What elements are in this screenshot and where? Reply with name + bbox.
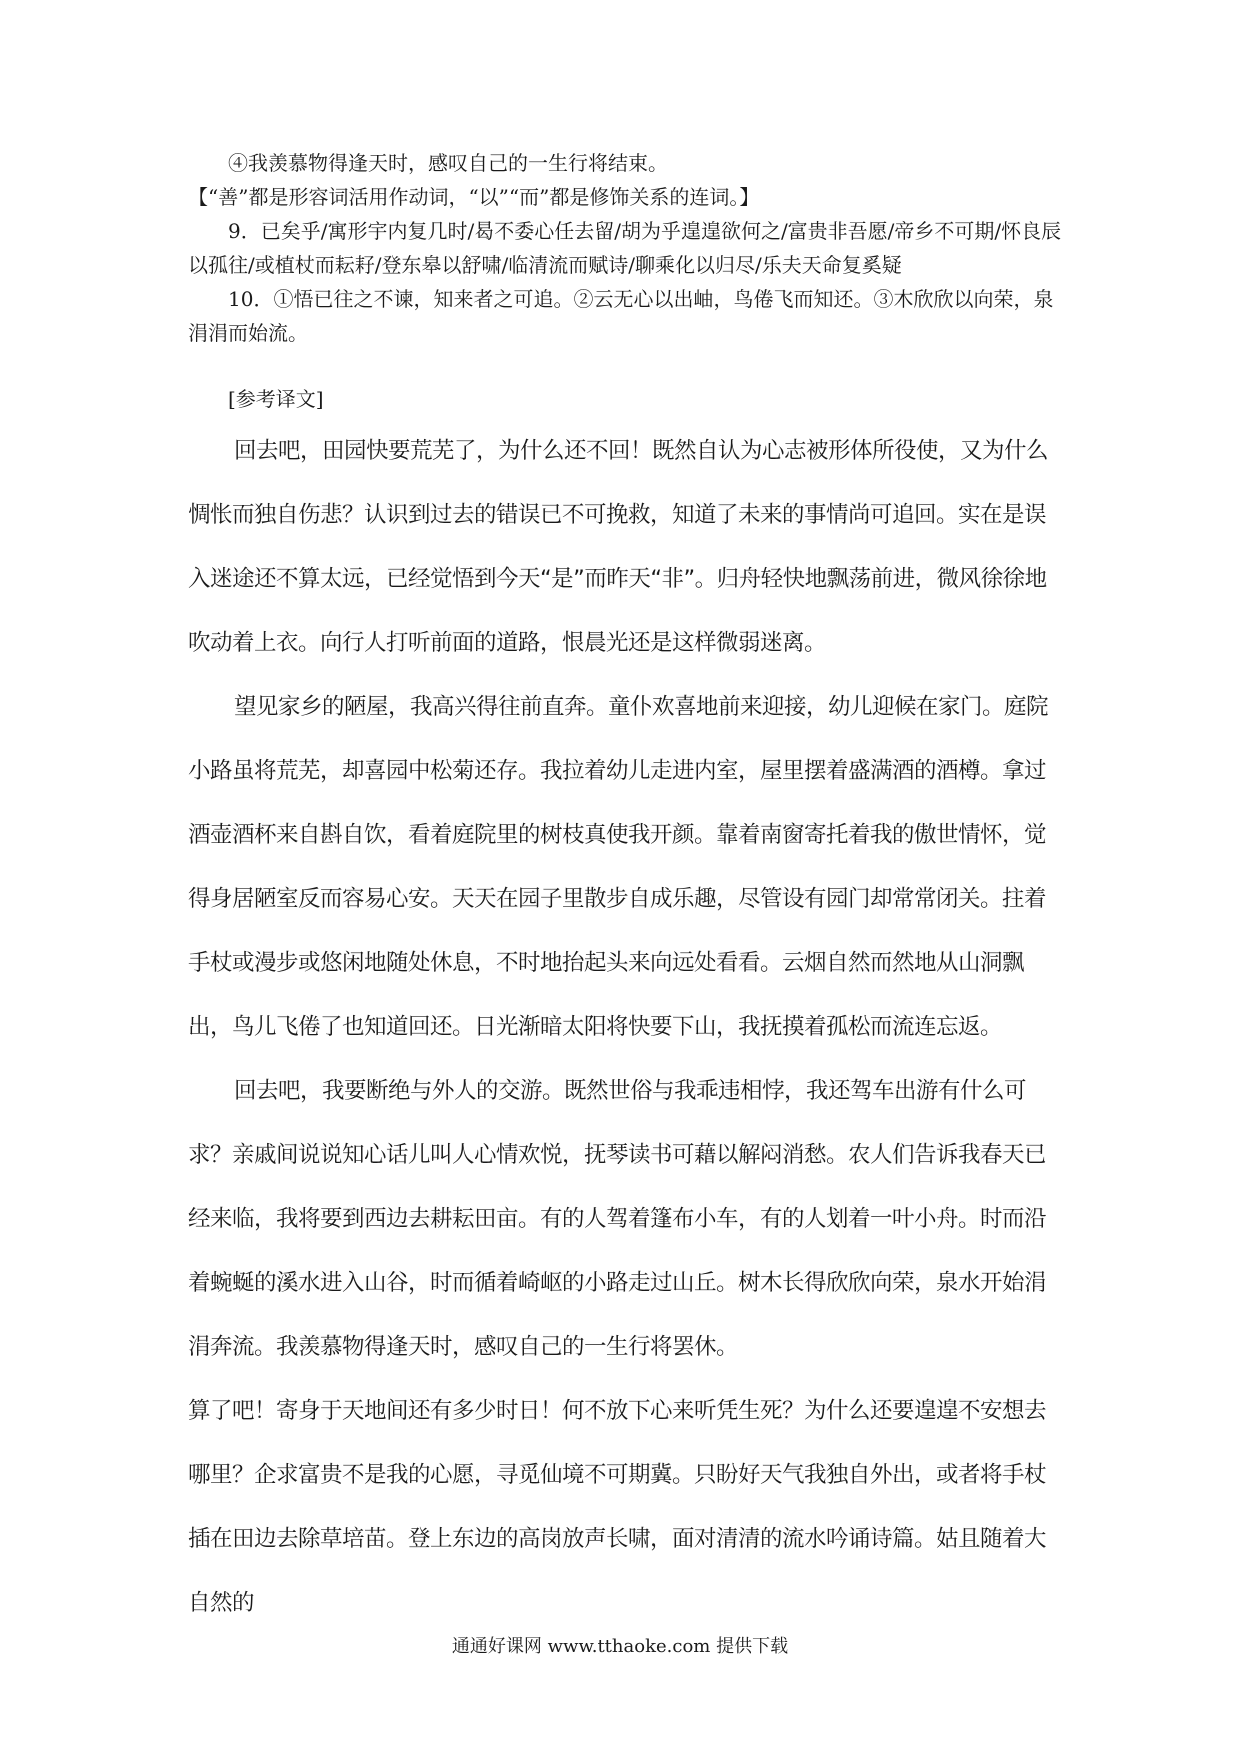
page-footer: 通通好课网 www.tthaoke.com 提供下载: [451, 1636, 789, 1657]
translation-paragraph-3: 回去吧，我要断绝与外人的交游。既然世俗与我乖违相悖，我还驾车出游有什么可求？亲戚间说说知心话儿叫人心情欢悦，抚琴读书可藉以解闷消愁。农人们告诉我春天已经来临，我将要到西边去耕耘田亩。有的人驾着篷布小车，有的人划着一叶小舟。时而沿着蜿蜒的溪水进入山谷，时而循着崎岖的小路走过山丘。树木长得欣欣向荣，泉水开始涓涓奔流。我羡慕物得逢天时，感叹自己的一生行将罢休。: [188, 1078, 1047, 1360]
translation-paragraph-1: 回去吧，田园快要荒芜了，为什么还不回！既然自认为心志被形体所役使，又为什么惆怅而独自伤悲？认识到过去的错误已不可挽救，知道了未来的事情尚可追回。实在是误入迷途还不算太远，已经觉悟到今天“是”而昨天“非”。归舟轻快地飘荡前进，微风徐徐地吹动着上衣。向行人打听前面的道路，恨晨光还是这样微弱迷离。: [188, 438, 1049, 656]
translation-paragraph-4: 算了吧！寄身于天地间还有多少时日！何不放下心来听凭生死？为什么还要遑遑不安想去哪里？企求富贵不是我的心愿，寻觅仙境不可期冀。只盼好天气我独自外出，或者将手杖插在田边去除草培苗。登上东边的高岗放声长啸，面对清清的流水吟诵诗篇。姑且随着大自然的: [188, 1398, 1047, 1616]
translation-section: [188, 419, 1064, 1635]
answer-item-4: ④我羡慕物得逢天时，感叹自己的一生行将结束。: [228, 151, 668, 175]
translation-paragraph-2: 望见家乡的陋屋，我高兴得往前直奔。童仆欢喜地前来迎接，幼儿迎候在家门。庭院小路虽将荒芜，却喜园中松菊还存。我拉着幼儿走进内室，屋里摆着盛满酒的酒樽。拿过酒壶酒杯来自斟自饮，看着庭院里的树枝真使我开颜。靠着南窗寄托着我的傲世情怀，觉得身居陋室反而容易心安。天天在园子里散步自成乐趣，尽管设有园门却常常闭关。拄着手杖或漫步或悠闲地随处休息，不时地抬起头来向远处看看。云烟自然而然地从山洞飘出，鸟儿飞倦了也知道回还。日光渐暗太阳将快要下山，我抚摸着孤松而流连忘返。: [188, 694, 1049, 1040]
translation-label: [参考译文]: [228, 387, 324, 411]
answer-section: [188, 146, 1068, 350]
answer-note: 【“善”都是形容词活用作动词，“以”“而”都是修饰关系的连词。】: [188, 185, 760, 209]
answer-question-10: 10．①悟已往之不谏，知来者之可追。②云无心以出岫，鸟倦飞而知还。③木欣欣以向荣，泉涓涓而始流。: [188, 287, 1054, 345]
answer-question-9: 9．已矣乎/寓形宇内复几时/曷不委心任去留/胡为乎遑遑欲何之/富贵非吾愿/帝乡不可期/怀良辰以孤往/或植杖而耘耔/登东皋以舒啸/临清流而赋诗/聊乘化以归尽/乐夫天命复奚疑: [188, 219, 1062, 277]
